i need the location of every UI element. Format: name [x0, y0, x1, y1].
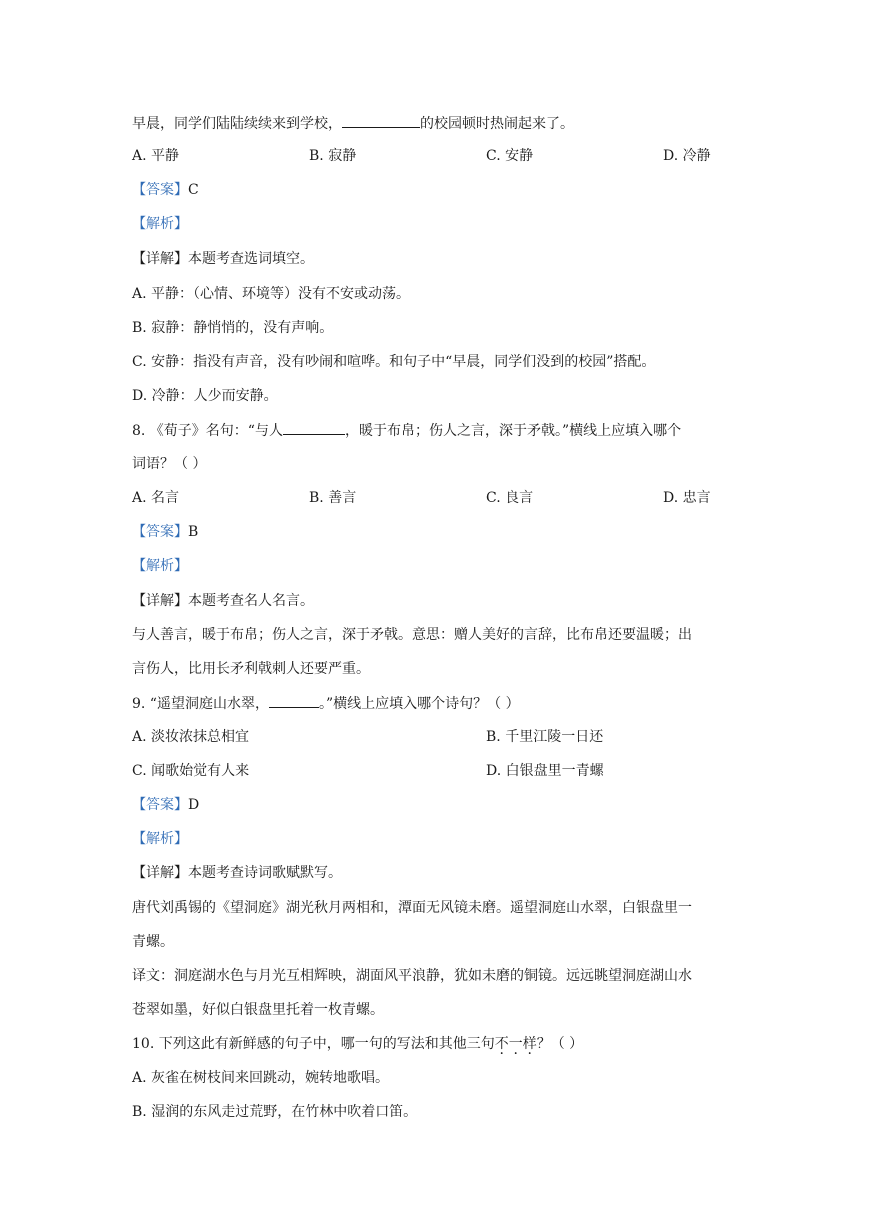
- q8-stem: 8. 《荀子》名句：“与人 ，暖于布帛；伤人之言，深于矛戟。”横线上应填入哪个: [132, 420, 681, 441]
- dotted-char: 样: [522, 1036, 537, 1052]
- q9-translation-1: 译文：洞庭湖水色与月光互相辉映，湖面风平浪静，犹如未磨的铜镜。远远眺望洞庭湖山水: [132, 968, 692, 984]
- q10-option-b: B. 湿润的东风走过荒野，在竹林中吹着口笛。: [132, 1104, 418, 1120]
- option-a: A. 名言: [132, 490, 180, 506]
- option-d: D. 冷静: [663, 148, 711, 164]
- q7-stem: 早晨，同学们陆陆续续来到学校， 的校园顿时热闹起来了。: [132, 113, 574, 134]
- option-d: D. 忠言: [663, 490, 711, 506]
- dotted-char: 不: [494, 1036, 509, 1052]
- q10-option-a: A. 灰雀在树枝间来回跳动，婉转地歌唱。: [132, 1070, 390, 1086]
- option-c: C. 安静: [486, 148, 534, 164]
- q7-detail: 【详解】本题考查选词填空。: [132, 251, 314, 267]
- answer-blank: [269, 693, 319, 708]
- option-a: A. 淡妆浓抹总相宜: [132, 729, 250, 745]
- q7-analysis-heading: 【解析】: [132, 216, 188, 232]
- q9-detail: 【详解】本题考查诗词歌赋默写。: [132, 865, 342, 881]
- q8-analysis-heading: 【解析】: [132, 558, 188, 574]
- q9-analysis-heading: 【解析】: [132, 831, 188, 847]
- option-b: B. 千里江陵一日还: [486, 729, 604, 745]
- q8-explain-1: 与人善言，暖于布帛；伤人之言，深于矛戟。意思：赠人美好的言辞，比布帛还要温暖；出: [132, 627, 692, 643]
- option-d: D. 白银盘里一青螺: [486, 763, 604, 779]
- q9-translation-2: 苍翠如墨，好似白银盘里托着一枚青螺。: [132, 1002, 384, 1018]
- emphasis-dotted-text: [495, 1036, 537, 1052]
- q8-detail: 【详解】本题考查名人名言。: [132, 593, 314, 609]
- q7-answer: 【答案】C: [132, 182, 199, 198]
- option-c: C. 良言: [486, 490, 534, 506]
- answer-blank: [283, 420, 345, 435]
- q9-explain-1: 唐代刘禹锡的《望洞庭》湖光秋月两相和，潭面无风镜未磨。遥望洞庭山水翠，白银盘里一: [132, 900, 692, 916]
- dotted-char: 一: [508, 1036, 523, 1052]
- q8-answer: 【答案】B: [132, 524, 199, 540]
- q9-stem: 9. “遥望洞庭山水翠， 。”横线上应填入哪个诗句？（ ）: [132, 693, 520, 714]
- q7-explain-d: D. 冷静：人少而安静。: [132, 388, 278, 404]
- q7-explain-c: C. 安静：指没有声音，没有吵闹和喧哗。和句子中“早晨，同学们没到的校园”搭配。: [132, 354, 656, 370]
- q7-explain-a: A. 平静：（心情、环境等）没有不安或动荡。: [132, 286, 411, 302]
- q10-stem: 10. 下列这此有新鲜感的句子中，哪一句的写法和其他三句不一样？（ ）: [132, 1036, 584, 1052]
- option-b: B. 寂静: [309, 148, 357, 164]
- option-c: C. 闻歌始觉有人来: [132, 763, 250, 779]
- q9-answer: 【答案】D: [132, 797, 200, 813]
- q8-stem-cont: 词语？（ ）: [132, 456, 207, 472]
- q7-explain-b: B. 寂静：静悄悄的，没有声响。: [132, 320, 334, 336]
- q8-explain-2: 言伤人，比用长矛利戟刺人还要严重。: [132, 661, 370, 677]
- option-a: A. 平静: [132, 148, 180, 164]
- q9-explain-2: 青螺。: [132, 934, 174, 950]
- option-b: B. 善言: [309, 490, 357, 506]
- answer-blank: [342, 113, 420, 128]
